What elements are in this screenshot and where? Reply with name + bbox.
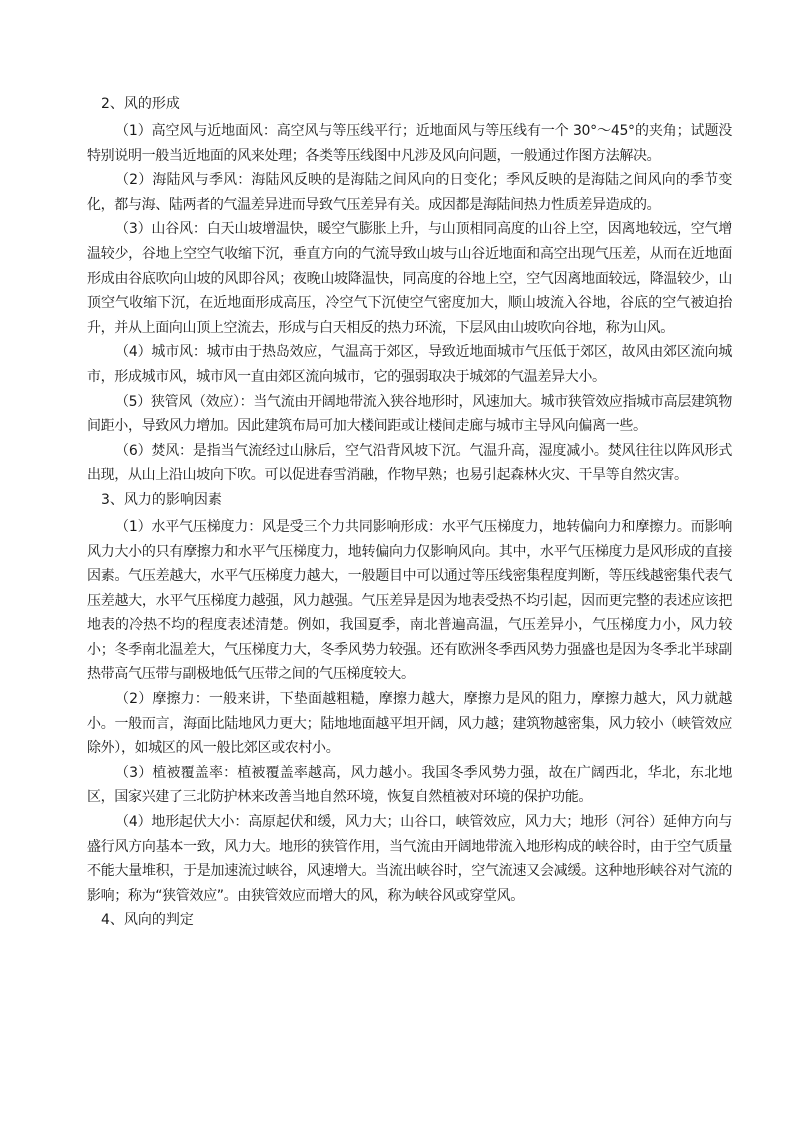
paragraph-canyon-effect: （5）狭管风（效应）：当气流由开阔地带流入狭谷地形时，风速加大。城市狭管效应指城市高层建筑物间距小，导致风力增加。因此建筑布局可加大楼间距或让楼间走廊与城市主导风向偏离一些。: [87, 393, 732, 435]
section-heading-wind-force-factors: 3、风力的影响因素: [101, 491, 222, 508]
paragraph-mountain-valley-wind: （3）山谷风：白天山坡增温快，暖空气膨胀上升，与山顶相同高度的山谷上空，因离地较远，空气增温较少，谷地上空空气收缩下沉，垂直方向的气流导致山坡与山谷近地面和高空出现气压差，从而在近地面形成由谷底吹向山坡的风即谷风；夜晚山坡降温快，同高度的谷地上空，空气因离地面较远，降温较少，山顶空气收缩下沉，在近地面形成高压，冷空气下沉使空气密度加大，顺山坡流入谷地，谷底的空气被迫抬升，并从上面向山顶上空流去，形成与白天相反的热力环流，下层风由山坡吹向谷地，称为山风。: [87, 221, 732, 336]
paragraph-sea-land-and-monsoon: （2）海陆风与季风：海陆风反映的是海陆之间风向的日变化；季风反映的是海陆之间风向的季节变化，都与海、陆两者的气温差异进而导致气压差异有关。成因都是海陆间热力性质差异造成的。: [87, 172, 732, 213]
paragraph-friction: （2）摩擦力：一般来讲，下垫面越粗糙，摩擦力越大，摩擦力是风的阻力，摩擦力越大，风力就越小。一般而言，海面比陆地风力更大；陆地地面越平坦开阔，风力越；建筑物越密集，风力较小（峡管效应除外），如城区的风一般比郊区或农村小。: [87, 691, 732, 757]
section-heading-wind-formation: 2、风的形成: [101, 96, 180, 112]
paragraph-terrain-relief: （4）地形起伏大小：高原起伏和缓，风力大；山谷口，峡管效应，风力大；地形（河谷）延伸方向与盛行风方向基本一致，风力大。地形的狭管作用，当气流由开阔地带流入地形构成的峡谷时，由于空气质量不能大量堆积，于是加速流过峡谷，风速增大。当流出峡谷时，空气流速又会减缓。这种地形峡谷对气流的影响；称为“狭管效应”。由狭管效应而增大的风，称为峡谷风或穿堂风。: [87, 814, 732, 904]
document-page: [87, 92, 732, 932]
paragraph-upper-vs-surface-wind: （1）高空风与近地面风：高空风与等压线平行；近地面风与等压线有一个 30°～45°的夹角；试题没特别说明一般当近地面的风来处理；各类等压线图中凡涉及风向问题，一般通过作图方法解决。: [87, 123, 732, 164]
section-heading-wind-direction: 4、风向的判定: [101, 912, 194, 929]
paragraph-vegetation-coverage: （3）植被覆盖率：植被覆盖率越高，风力越小。我国冬季风势力强，故在广阔西北，华北，东北地区，国家兴建了三北防护林来改善当地自然环境，恢复自然植被对环境的保护功能。: [87, 764, 732, 806]
paragraph-foehn-wind: （6）焚风：是指当气流经过山脉后，空气沿背风坡下沉。气温升高，湿度减小。焚风往往以阵风形式出现，从山上沿山坡向下吹。可以促进春雪消融，作物早熟；也易引起森林火灾、干旱等自然灾害。: [87, 442, 732, 484]
paragraph-pressure-gradient-force: （1）水平气压梯度力：风是受三个力共同影响形成：水平气压梯度力，地转偏向力和摩擦力。而影响风力大小的只有摩擦力和水平气压梯度力，地转偏向力仅影响风向。其中，水平气压梯度力是风形成的直接因素。气压差越大，水平气压梯度力越大，一般题目中可以通过等压线密集程度判断，等压线越密集代表气压差越大，水平气压梯度力越强，风力越强。气压差异是因为地表受热不均引起，因而更完整的表述应该把地表的冷热不均的程度表述清楚。例如，我国夏季，南北普遍高温，气压差异小，气压梯度力小，风力较小；冬季南北温差大，气压梯度力大，冬季风势力较强。还有欧洲冬季西风势力强盛也是因为冬季北半球副热带高气压带与副极地低气压带之间的气压梯度较大。: [87, 518, 732, 683]
paragraph-city-wind: （4）城市风：城市由于热岛效应，气温高于郊区，导致近地面城市气压低于郊区，故风由郊区流向城市，形成城市风，城市风一直由郊区流向城市，它的强弱取决于城郊的气温差异大小。: [87, 344, 732, 385]
